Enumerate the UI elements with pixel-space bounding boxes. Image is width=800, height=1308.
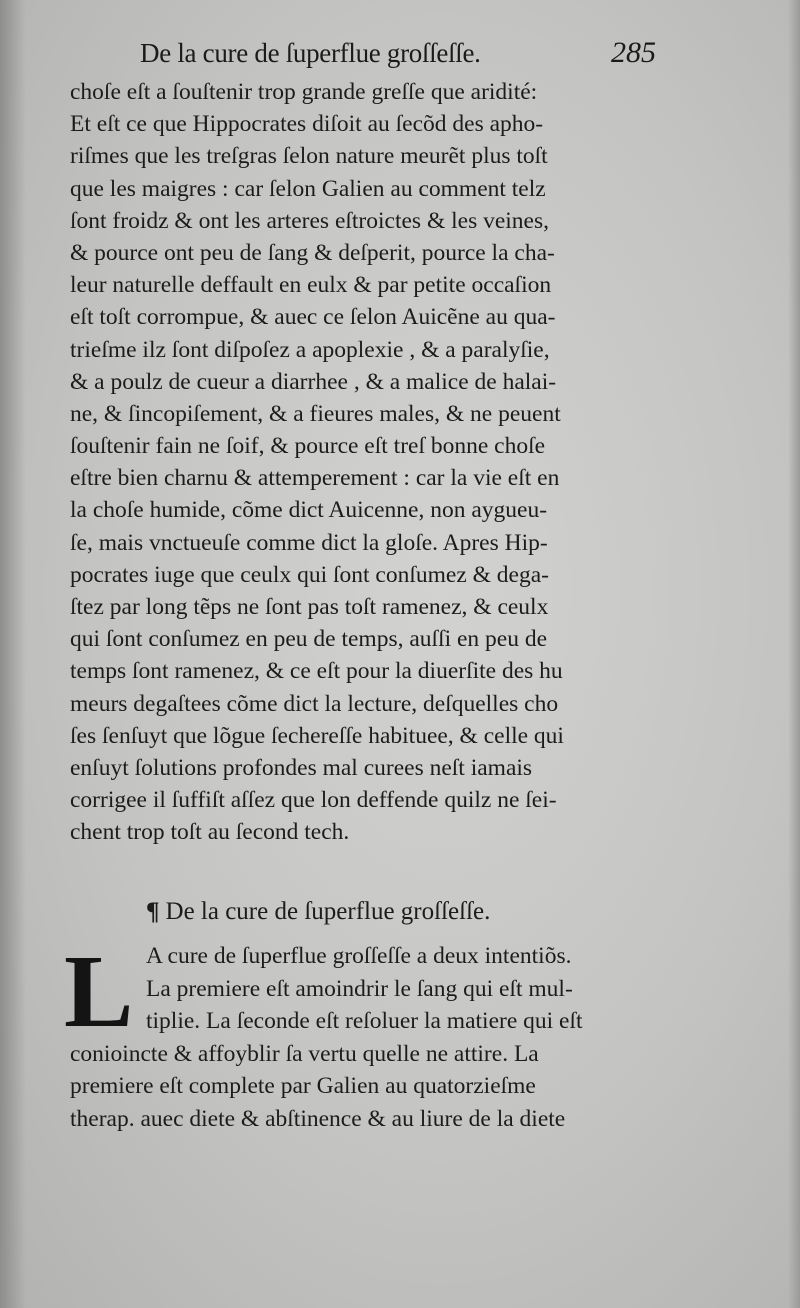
page-edge-shadow-left <box>0 0 26 1308</box>
text-line: pocrates iuge que ceulx qui ſont conſumez & dega- <box>70 561 549 588</box>
text-line: & pource ont peu de ſang & deſperit, pource la cha- <box>70 239 555 266</box>
text-line: enſuyt ſolutions profondes mal curees neſt iamais <box>70 754 533 781</box>
text-line: ſouſtenir fain ne ſoif, & pource eſt treſ bonne choſe <box>70 433 546 460</box>
text-line: meurs degaſtees cõme dict la lecture, deſquelles cho <box>70 690 559 717</box>
text-line: tiplie. La ſeconde eſt reſoluer la matiere qui eſt <box>146 1008 583 1034</box>
text-line: conioincte & affoyblir ſa vertu quelle ne attire. La <box>70 1040 539 1067</box>
body-text <box>70 76 695 849</box>
running-head <box>140 34 660 78</box>
text-line: & a poulz de cueur a diarrhee , & a malice de halai- <box>70 368 557 395</box>
text-line: temps ſont ramenez, & ce eſt pour la diuerſite des hu <box>70 658 563 685</box>
text-line: la choſe humide, cõme dict Auicenne, non aygueu- <box>70 497 548 524</box>
section-heading-text: De la cure de ſuperflue groſſeſſe. <box>165 898 491 925</box>
page-edge-shadow-right <box>788 0 800 1308</box>
text-line: ſtez par long tẽps ne ſont pas toſt ramenez, & ceulx <box>70 594 549 620</box>
text-line: premiere eſt complete par Galien au quatorzieſme <box>70 1073 536 1099</box>
section-heading <box>146 898 686 926</box>
text-line: ne, & ſincopiſement, & a fieures males, & ne peuent <box>70 400 561 427</box>
text-line: ſe, mais vnctueuſe comme dict la gloſe. Apres Hip- <box>70 529 548 556</box>
text-line: eſtre bien charnu & attemperement : car la vie eſt en <box>70 465 560 492</box>
text-line: corrigee il ſuffiſt aſſez que lon deffende quilz ne ſei- <box>70 787 557 814</box>
page-number: 285 <box>611 36 656 69</box>
text-line: trieſme ilz ſont diſpoſez a apoplexie , & a paralyſie, <box>70 336 550 363</box>
text-line: choſe eſt a ſouſtenir trop grande greſſe que aridité: <box>70 79 538 105</box>
text-line: therap. auec diete & abſtinence & au liure de la diete <box>70 1105 566 1132</box>
text-line: que les maigres : car ſelon Galien au comment telz <box>70 175 546 202</box>
text-line: ſes ſenſuyt que lõgue ſechereſſe habituee, & celle qui <box>70 722 564 749</box>
section-text <box>70 940 695 1135</box>
text-line: Et eſt ce que Hippocrates diſoit au ſecõd des apho- <box>70 111 544 138</box>
text-line: chent trop toſt au ſecond tech. <box>70 819 350 846</box>
text-line: leur naturelle deffault en eulx & par petite occaſion <box>70 272 552 299</box>
pilcrow-mark: ¶ <box>146 898 160 925</box>
text-line: A cure de ſuperflue groſſeſſe a deux intentiõs. <box>146 943 572 969</box>
text-line: qui ſont conſumez en peu de temps, auſſi en peu de <box>70 626 548 653</box>
drop-cap: L <box>64 934 134 1049</box>
running-head-title: De la cure de ſuperflue groſſeſſe. <box>140 38 481 68</box>
text-line: eſt toſt corrompue, & auec ce ſelon Auicẽne au qua- <box>70 304 556 331</box>
text-line: ſont froidz & ont les arteres eſtroictes & les veines, <box>70 207 549 234</box>
text-line: riſmes que les treſgras ſelon nature meurẽt plus toſt <box>70 143 548 170</box>
text-line: La premiere eſt amoindrir le ſang qui eſt mul- <box>146 975 573 1002</box>
